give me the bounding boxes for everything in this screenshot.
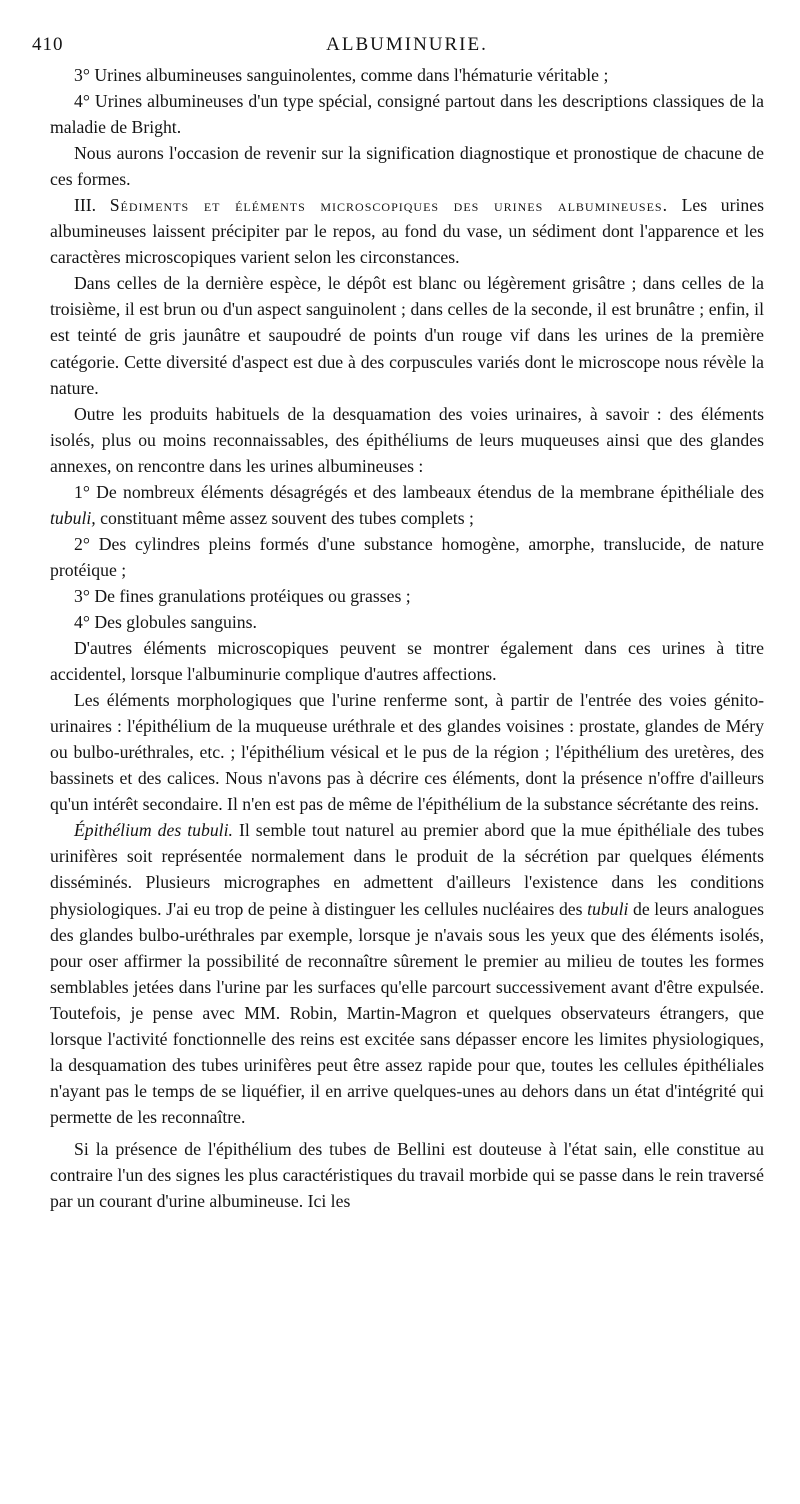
text-run: III. <box>74 195 110 216</box>
text-run: tubuli <box>587 898 629 919</box>
text-run: Les éléments morphologiques que l'urine renferme sont, à partir de l'entrée des voies génito-urinaires : l'épithélium de la muqueuse uréthrale et des glandes voisines : prostate, glandes de Méry ou bulbo-uréthrales, etc. ; l'épithélium vésical et le pus de la région ; l'épithélium des uretères, des bassinets et des calices. Nous n'avons pas à décrire ces éléments, dont la présence n'offre d'ailleurs qu'un intérêt secondaire. Il n'en est pas de même de l'épithélium de la substance sécrétante des reins. <box>50 690 764 815</box>
text-run: Outre les produits habituels de la desquamation des voies urinaires, à savoir : des éléments isolés, plus ou moins reconnaissables, des épithéliums de leurs muqueuses ainsi que des glandes annexes, on rencontre dans les urines albumineuses : <box>50 403 764 476</box>
paragraph-p6 <box>50 401 764 479</box>
text-run: 1° De nombreux éléments désagrégés et des lambeaux étendus de la membrane épithéliale des <box>74 481 764 502</box>
paragraph-p1 <box>50 62 764 88</box>
paragraph-p11 <box>50 635 764 687</box>
text-run: de leurs analogues des glandes bulbo-uréthrales par exemple, lorsque je n'avais sous les yeux que des éléments isolés, pour oser affirmer la possibilité de reconnaître sûrement le premier au milieu de toutes les formes semblables jetées dans l'urine par les surfaces qu'elle parcourt successivement avant d'être expulsée. Toutefois, je pense avec MM. Robin, Martin-Magron et quelques observateurs étrangers, que lorsque l'activité fonctionnelle des reins est excitée sans dépasser encore les limites physiologiques, la desquamation des tubes urinifères peut être assez rapide pour que, toutes les cellules épithéliales n'ayant pas le temps de se liquéfier, il en arrive quelques-unes au dehors dans un état d'intégrité qui permette de les reconnaître. <box>50 898 764 1127</box>
text-run: 3° Urines albumineuses sanguinolentes, comme dans l'hématurie véritable ; <box>74 65 609 85</box>
text-run: 2° Des cylindres pleins formés d'une substance homogène, amorphe, translucide, de nature protéique ; <box>50 533 764 580</box>
paragraph-p12 <box>50 687 764 817</box>
text-run: Il semble tout naturel au premier abord que la mue épithéliale des tubes urinifères soit représentée normalement dans le produit de la sécrétion par quelques éléments disséminés. Plusieurs micrographes en admettent d'ailleurs l'existence dans les conditions physiologiques. J'ai eu trop de peine à distinguer les cellules nucléaires des <box>50 820 765 919</box>
page-number: 410 <box>32 34 64 55</box>
paragraph-p14 <box>50 1136 764 1214</box>
body-text <box>50 62 764 1214</box>
text-run: Si la présence de l'épithélium des tubes de Bellini est douteuse à l'état sain, elle constitue au contraire l'un des signes les plus caractéristiques du travail morbide qui se passe dans le rein traversé par un courant d'urine albumineuse. Ici les <box>50 1138 764 1212</box>
text-run: Nous aurons l'occasion de revenir sur la signification diagnostique et pronostique de chacune de ces formes. <box>50 143 764 190</box>
paragraph-p9 <box>50 583 764 609</box>
running-title: ALBUMINURIE. <box>326 34 488 55</box>
paragraph-p5 <box>50 270 764 400</box>
text-run: D'autres éléments microscopiques peuvent se montrer également dans ces urines à titre accidentel, lorsque l'albuminurie complique d'autres affections. <box>50 638 764 685</box>
paragraph-p7 <box>50 479 764 531</box>
text-run: Sédiments et éléments microscopiques des urines albumineuses. <box>109 195 669 216</box>
page-header <box>32 32 764 62</box>
text-run: 3° De fines granulations protéiques ou grasses ; <box>74 585 411 606</box>
text-run: Les urines albumineuses laissent précipiter par le repos, au fond du vase, un sédiment dont l'apparence et les caractères microscopiques varient selon les circonstances. <box>50 195 765 268</box>
paragraph-p2 <box>50 88 764 140</box>
paragraph-p4 <box>50 192 764 270</box>
text-run: Dans celles de la dernière espèce, le dépôt est blanc ou légèrement grisâtre ; dans celles de la troisième, il est brun ou d'un aspect sanguinolent ; dans celles de la seconde, il est brunâtre ; enfin, il est teinté de gris jaunâtre et saupoudré de points d'un rouge vif dans les urines de la première catégorie. Cette diversité d'aspect est due à des corpuscules variés dont le microscope nous révèle la nature. <box>50 273 764 398</box>
paragraph-p13 <box>50 817 764 1130</box>
text-run: tubuli, <box>50 507 96 528</box>
text-run: constituant même assez souvent des tubes complets ; <box>95 507 474 528</box>
text-run: 4° Des globules sanguins. <box>74 611 257 632</box>
paragraph-p3 <box>50 140 764 192</box>
text-run: 4° Urines albumineuses d'un type spécial, consigné partout dans les descriptions classiques de la maladie de Bright. <box>50 91 764 138</box>
text-run: Épithélium des tubuli. <box>74 820 233 841</box>
paragraph-p10 <box>50 609 764 635</box>
paragraph-p8 <box>50 531 764 583</box>
